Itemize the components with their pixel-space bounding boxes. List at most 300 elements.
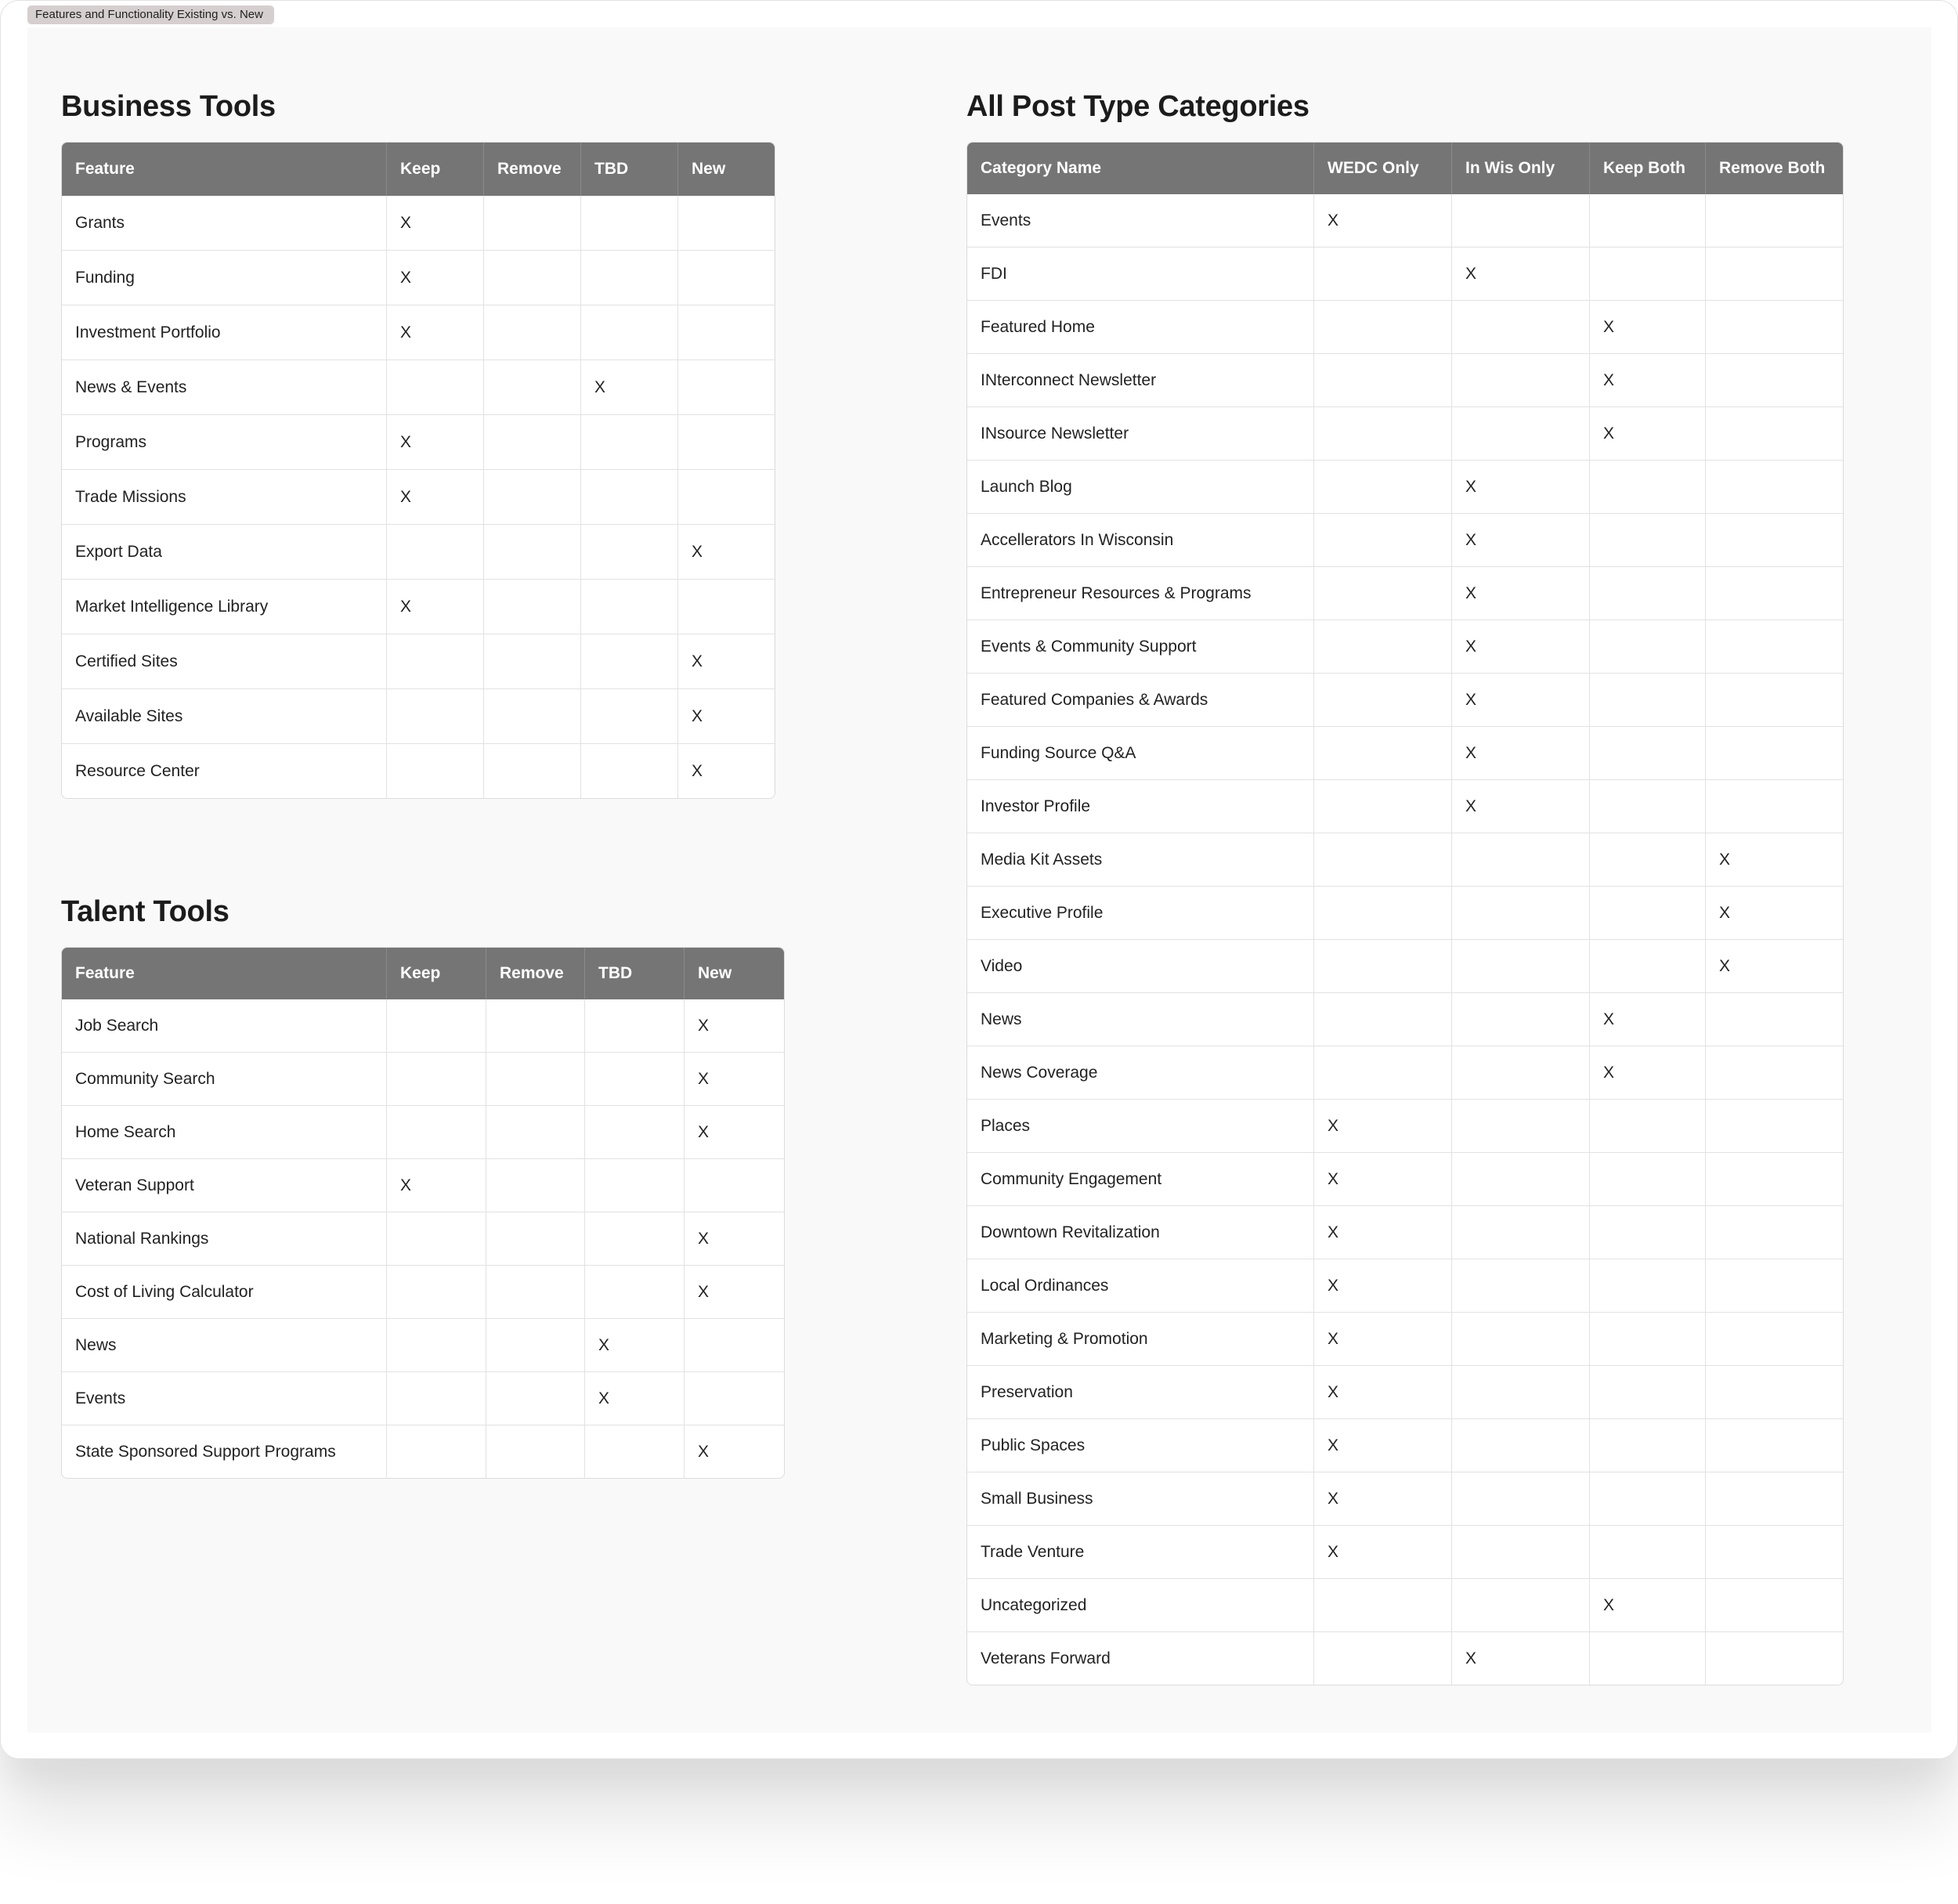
mark-cell-keep-both[interactable] xyxy=(1590,1365,1706,1418)
mark-cell-wedc-only[interactable] xyxy=(1314,300,1452,353)
mark-cell-remove-both[interactable] xyxy=(1706,1365,1843,1418)
row-label-cell[interactable]: Events xyxy=(967,194,1314,247)
mark-cell-keep-both[interactable] xyxy=(1590,1631,1706,1685)
mark-cell-wedc-only[interactable] xyxy=(1314,1631,1452,1685)
column-header-tbd[interactable]: TBD xyxy=(585,948,685,999)
column-header-keep-both[interactable]: Keep Both xyxy=(1590,143,1706,194)
mark-cell-new[interactable]: X xyxy=(685,1265,784,1318)
mark-cell-remove-both[interactable] xyxy=(1706,1099,1843,1152)
mark-cell-tbd[interactable]: X xyxy=(585,1371,685,1425)
column-header-remove[interactable]: Remove xyxy=(486,948,585,999)
mark-cell-in-wis-only[interactable] xyxy=(1452,1099,1590,1152)
mark-cell-remove[interactable] xyxy=(486,1052,585,1105)
table-row[interactable] xyxy=(62,1105,784,1158)
mark-cell-remove-both[interactable] xyxy=(1706,300,1843,353)
mark-cell-remove-both[interactable] xyxy=(1706,1525,1843,1578)
mark-cell-tbd[interactable] xyxy=(581,414,678,469)
column-header-in-wis-only[interactable]: In Wis Only xyxy=(1452,143,1590,194)
mark-cell-keep-both[interactable] xyxy=(1590,620,1706,673)
row-label-cell[interactable]: Programs xyxy=(62,414,387,469)
table-row[interactable] xyxy=(62,579,775,634)
mark-cell-keep-both[interactable] xyxy=(1590,673,1706,726)
mark-cell-in-wis-only[interactable] xyxy=(1452,833,1590,886)
table-row[interactable] xyxy=(62,1158,784,1212)
table-row[interactable] xyxy=(62,469,775,524)
column-header-remove[interactable]: Remove xyxy=(484,143,581,196)
table-row[interactable] xyxy=(967,513,1843,566)
row-label-cell[interactable]: Resource Center xyxy=(62,743,387,798)
mark-cell-tbd[interactable] xyxy=(585,1105,685,1158)
mark-cell-keep-both[interactable]: X xyxy=(1590,406,1706,460)
mark-cell-keep-both[interactable] xyxy=(1590,1259,1706,1312)
mark-cell-tbd[interactable] xyxy=(585,1158,685,1212)
mark-cell-wedc-only[interactable] xyxy=(1314,939,1452,992)
mark-cell-keep-both[interactable] xyxy=(1590,247,1706,300)
mark-cell-in-wis-only[interactable]: X xyxy=(1452,1631,1590,1685)
mark-cell-keep[interactable]: X xyxy=(387,196,484,250)
mark-cell-wedc-only[interactable] xyxy=(1314,992,1452,1046)
mark-cell-keep[interactable]: X xyxy=(387,305,484,359)
mark-cell-new[interactable] xyxy=(678,469,775,524)
mark-cell-tbd[interactable] xyxy=(585,1425,685,1478)
mark-cell-keep[interactable] xyxy=(387,634,484,688)
mark-cell-new[interactable]: X xyxy=(678,688,775,743)
mark-cell-tbd[interactable]: X xyxy=(585,1318,685,1371)
row-label-cell[interactable]: Downtown Revitalization xyxy=(967,1205,1314,1259)
table-row[interactable] xyxy=(967,1312,1843,1365)
mark-cell-wedc-only[interactable]: X xyxy=(1314,1152,1452,1205)
mark-cell-in-wis-only[interactable] xyxy=(1452,1205,1590,1259)
mark-cell-remove-both[interactable] xyxy=(1706,1631,1843,1685)
table-row[interactable] xyxy=(62,688,775,743)
table-row[interactable] xyxy=(62,999,784,1052)
row-label-cell[interactable]: Certified Sites xyxy=(62,634,387,688)
row-label-cell[interactable]: FDI xyxy=(967,247,1314,300)
table-row[interactable] xyxy=(62,250,775,305)
row-label-cell[interactable]: INterconnect Newsletter xyxy=(967,353,1314,406)
row-label-cell[interactable]: Media Kit Assets xyxy=(967,833,1314,886)
table-row[interactable] xyxy=(62,196,775,250)
mark-cell-wedc-only[interactable] xyxy=(1314,460,1452,513)
column-header-tbd[interactable]: TBD xyxy=(581,143,678,196)
mark-cell-keep[interactable] xyxy=(387,1265,486,1318)
mark-cell-in-wis-only[interactable] xyxy=(1452,353,1590,406)
mark-cell-remove-both[interactable] xyxy=(1706,247,1843,300)
mark-cell-new[interactable]: X xyxy=(678,634,775,688)
mark-cell-remove[interactable] xyxy=(484,196,581,250)
table-row[interactable] xyxy=(967,353,1843,406)
business-tools-table[interactable] xyxy=(61,142,775,799)
mark-cell-tbd[interactable] xyxy=(581,688,678,743)
column-header-keep[interactable]: Keep xyxy=(387,143,484,196)
mark-cell-remove[interactable] xyxy=(484,305,581,359)
table-row[interactable] xyxy=(967,1631,1843,1685)
table-row[interactable] xyxy=(967,779,1843,833)
mark-cell-in-wis-only[interactable] xyxy=(1452,1259,1590,1312)
frame-label[interactable]: Features and Functionality Existing vs. New xyxy=(27,5,274,24)
table-row[interactable] xyxy=(62,414,775,469)
mark-cell-tbd[interactable] xyxy=(581,469,678,524)
mark-cell-remove[interactable] xyxy=(484,469,581,524)
table-row[interactable] xyxy=(967,1099,1843,1152)
mark-cell-keep-both[interactable] xyxy=(1590,1099,1706,1152)
mark-cell-wedc-only[interactable]: X xyxy=(1314,1525,1452,1578)
row-label-cell[interactable]: Job Search xyxy=(62,999,387,1052)
table-row[interactable] xyxy=(967,886,1843,939)
table-row[interactable] xyxy=(967,620,1843,673)
mark-cell-wedc-only[interactable]: X xyxy=(1314,1418,1452,1472)
mark-cell-keep-both[interactable] xyxy=(1590,1525,1706,1578)
mark-cell-wedc-only[interactable] xyxy=(1314,353,1452,406)
mark-cell-tbd[interactable] xyxy=(585,1265,685,1318)
table-row[interactable] xyxy=(967,1472,1843,1525)
mark-cell-tbd[interactable] xyxy=(585,1052,685,1105)
mark-cell-in-wis-only[interactable]: X xyxy=(1452,513,1590,566)
mark-cell-remove-both[interactable] xyxy=(1706,406,1843,460)
table-row[interactable] xyxy=(967,833,1843,886)
column-header-new[interactable]: New xyxy=(678,143,775,196)
mark-cell-keep[interactable] xyxy=(387,359,484,414)
mark-cell-in-wis-only[interactable] xyxy=(1452,1312,1590,1365)
mark-cell-wedc-only[interactable] xyxy=(1314,886,1452,939)
mark-cell-keep[interactable]: X xyxy=(387,414,484,469)
mark-cell-in-wis-only[interactable] xyxy=(1452,992,1590,1046)
row-label-cell[interactable]: Veteran Support xyxy=(62,1158,387,1212)
table-row[interactable] xyxy=(62,1052,784,1105)
mark-cell-remove[interactable] xyxy=(486,1158,585,1212)
mark-cell-in-wis-only[interactable] xyxy=(1452,1472,1590,1525)
row-label-cell[interactable]: Places xyxy=(967,1099,1314,1152)
table-row[interactable] xyxy=(967,1152,1843,1205)
row-label-cell[interactable]: Small Business xyxy=(967,1472,1314,1525)
mark-cell-keep-both[interactable] xyxy=(1590,939,1706,992)
mark-cell-keep-both[interactable] xyxy=(1590,726,1706,779)
mark-cell-remove-both[interactable] xyxy=(1706,1046,1843,1099)
mark-cell-remove[interactable] xyxy=(484,743,581,798)
table-row[interactable] xyxy=(967,247,1843,300)
mark-cell-remove-both[interactable] xyxy=(1706,1205,1843,1259)
table-row[interactable] xyxy=(62,634,775,688)
mark-cell-keep-both[interactable] xyxy=(1590,886,1706,939)
mark-cell-new[interactable]: X xyxy=(685,1105,784,1158)
mark-cell-remove-both[interactable] xyxy=(1706,1472,1843,1525)
mark-cell-keep-both[interactable] xyxy=(1590,1472,1706,1525)
mark-cell-in-wis-only[interactable] xyxy=(1452,1152,1590,1205)
mark-cell-keep-both[interactable]: X xyxy=(1590,1046,1706,1099)
mark-cell-keep[interactable] xyxy=(387,524,484,579)
mark-cell-in-wis-only[interactable] xyxy=(1452,406,1590,460)
row-label-cell[interactable]: Investor Profile xyxy=(967,779,1314,833)
table-row[interactable] xyxy=(967,1418,1843,1472)
mark-cell-wedc-only[interactable]: X xyxy=(1314,1259,1452,1312)
column-header-category-name[interactable]: Category Name xyxy=(967,143,1314,194)
mark-cell-wedc-only[interactable] xyxy=(1314,247,1452,300)
table-row[interactable] xyxy=(967,1259,1843,1312)
mark-cell-remove[interactable] xyxy=(484,359,581,414)
mark-cell-remove-both[interactable]: X xyxy=(1706,833,1843,886)
mark-cell-in-wis-only[interactable] xyxy=(1452,1525,1590,1578)
mark-cell-new[interactable]: X xyxy=(678,743,775,798)
mark-cell-keep-both[interactable] xyxy=(1590,1312,1706,1365)
mark-cell-remove-both[interactable] xyxy=(1706,1259,1843,1312)
mark-cell-new[interactable]: X xyxy=(685,999,784,1052)
mark-cell-remove-both[interactable] xyxy=(1706,353,1843,406)
row-label-cell[interactable]: Featured Home xyxy=(967,300,1314,353)
mark-cell-keep[interactable] xyxy=(387,1318,486,1371)
mark-cell-remove-both[interactable] xyxy=(1706,1152,1843,1205)
mark-cell-in-wis-only[interactable] xyxy=(1452,1418,1590,1472)
mark-cell-wedc-only[interactable] xyxy=(1314,513,1452,566)
table-row[interactable] xyxy=(967,1365,1843,1418)
mark-cell-keep-both[interactable]: X xyxy=(1590,992,1706,1046)
mark-cell-keep-both[interactable]: X xyxy=(1590,1578,1706,1631)
mark-cell-remove-both[interactable] xyxy=(1706,620,1843,673)
mark-cell-keep[interactable]: X xyxy=(387,579,484,634)
mark-cell-keep[interactable] xyxy=(387,1105,486,1158)
row-label-cell[interactable]: News xyxy=(967,992,1314,1046)
mark-cell-in-wis-only[interactable]: X xyxy=(1452,779,1590,833)
mark-cell-keep[interactable] xyxy=(387,1212,486,1265)
mark-cell-remove-both[interactable]: X xyxy=(1706,939,1843,992)
table-row[interactable] xyxy=(967,566,1843,620)
table-row[interactable] xyxy=(967,194,1843,247)
mark-cell-remove[interactable] xyxy=(486,1318,585,1371)
table-row[interactable] xyxy=(967,939,1843,992)
mark-cell-in-wis-only[interactable] xyxy=(1452,300,1590,353)
mark-cell-wedc-only[interactable] xyxy=(1314,406,1452,460)
row-label-cell[interactable]: Grants xyxy=(62,196,387,250)
mark-cell-wedc-only[interactable]: X xyxy=(1314,1205,1452,1259)
row-label-cell[interactable]: Preservation xyxy=(967,1365,1314,1418)
mark-cell-remove[interactable] xyxy=(484,634,581,688)
mark-cell-wedc-only[interactable]: X xyxy=(1314,194,1452,247)
table-row[interactable] xyxy=(62,1265,784,1318)
mark-cell-remove[interactable] xyxy=(486,1212,585,1265)
mark-cell-in-wis-only[interactable] xyxy=(1452,1046,1590,1099)
mark-cell-keep-both[interactable]: X xyxy=(1590,300,1706,353)
mark-cell-wedc-only[interactable]: X xyxy=(1314,1365,1452,1418)
mark-cell-keep-both[interactable] xyxy=(1590,833,1706,886)
column-header-new[interactable]: New xyxy=(685,948,784,999)
mark-cell-keep[interactable]: X xyxy=(387,469,484,524)
mark-cell-remove[interactable] xyxy=(486,1265,585,1318)
mark-cell-remove-both[interactable] xyxy=(1706,779,1843,833)
mark-cell-remove-both[interactable] xyxy=(1706,566,1843,620)
table-row[interactable] xyxy=(62,1212,784,1265)
mark-cell-wedc-only[interactable] xyxy=(1314,833,1452,886)
mark-cell-new[interactable] xyxy=(678,414,775,469)
mark-cell-in-wis-only[interactable] xyxy=(1452,939,1590,992)
table-row[interactable] xyxy=(967,1578,1843,1631)
row-label-cell[interactable]: Home Search xyxy=(62,1105,387,1158)
row-label-cell[interactable]: News & Events xyxy=(62,359,387,414)
mark-cell-new[interactable] xyxy=(685,1371,784,1425)
mark-cell-remove-both[interactable] xyxy=(1706,460,1843,513)
mark-cell-in-wis-only[interactable]: X xyxy=(1452,726,1590,779)
mark-cell-keep-both[interactable] xyxy=(1590,779,1706,833)
mark-cell-new[interactable] xyxy=(685,1318,784,1371)
mark-cell-tbd[interactable] xyxy=(581,524,678,579)
mark-cell-remove[interactable] xyxy=(484,688,581,743)
mark-cell-new[interactable] xyxy=(678,305,775,359)
table-row[interactable] xyxy=(62,1371,784,1425)
mark-cell-keep-both[interactable] xyxy=(1590,513,1706,566)
row-label-cell[interactable]: Featured Companies & Awards xyxy=(967,673,1314,726)
table-row[interactable] xyxy=(62,1425,784,1478)
mark-cell-keep-both[interactable] xyxy=(1590,1152,1706,1205)
row-label-cell[interactable]: INsource Newsletter xyxy=(967,406,1314,460)
mark-cell-tbd[interactable] xyxy=(581,250,678,305)
mark-cell-keep[interactable] xyxy=(387,1371,486,1425)
column-header-wedc-only[interactable]: WEDC Only xyxy=(1314,143,1452,194)
mark-cell-remove-both[interactable] xyxy=(1706,726,1843,779)
column-header-keep[interactable]: Keep xyxy=(387,948,486,999)
mark-cell-remove-both[interactable] xyxy=(1706,992,1843,1046)
row-label-cell[interactable]: News xyxy=(62,1318,387,1371)
mark-cell-keep[interactable] xyxy=(387,1052,486,1105)
mark-cell-remove[interactable] xyxy=(484,414,581,469)
mark-cell-new[interactable]: X xyxy=(685,1425,784,1478)
mark-cell-wedc-only[interactable]: X xyxy=(1314,1312,1452,1365)
mark-cell-remove-both[interactable] xyxy=(1706,1578,1843,1631)
mark-cell-new[interactable]: X xyxy=(685,1052,784,1105)
mark-cell-new[interactable] xyxy=(678,196,775,250)
mark-cell-remove[interactable] xyxy=(486,1105,585,1158)
mark-cell-keep-both[interactable] xyxy=(1590,194,1706,247)
post-type-categories-table[interactable] xyxy=(966,142,1844,1685)
mark-cell-wedc-only[interactable] xyxy=(1314,673,1452,726)
row-label-cell[interactable]: Executive Profile xyxy=(967,886,1314,939)
mark-cell-keep[interactable] xyxy=(387,743,484,798)
mark-cell-keep-both[interactable] xyxy=(1590,1418,1706,1472)
mark-cell-tbd[interactable] xyxy=(581,743,678,798)
mark-cell-keep-both[interactable] xyxy=(1590,1205,1706,1259)
mark-cell-remove-both[interactable] xyxy=(1706,673,1843,726)
mark-cell-new[interactable] xyxy=(678,579,775,634)
row-label-cell[interactable]: State Sponsored Support Programs xyxy=(62,1425,387,1478)
mark-cell-wedc-only[interactable] xyxy=(1314,1046,1452,1099)
mark-cell-new[interactable] xyxy=(678,250,775,305)
mark-cell-remove-both[interactable] xyxy=(1706,1312,1843,1365)
mark-cell-keep[interactable] xyxy=(387,1425,486,1478)
mark-cell-keep[interactable] xyxy=(387,999,486,1052)
table-row[interactable] xyxy=(967,406,1843,460)
row-label-cell[interactable]: Public Spaces xyxy=(967,1418,1314,1472)
mark-cell-in-wis-only[interactable]: X xyxy=(1452,460,1590,513)
mark-cell-wedc-only[interactable] xyxy=(1314,1578,1452,1631)
mark-cell-remove-both[interactable] xyxy=(1706,513,1843,566)
mark-cell-keep[interactable]: X xyxy=(387,1158,486,1212)
talent-tools-table[interactable] xyxy=(61,947,785,1479)
table-row[interactable] xyxy=(967,1046,1843,1099)
column-header-feature[interactable]: Feature xyxy=(62,948,387,999)
row-label-cell[interactable]: Events & Community Support xyxy=(967,620,1314,673)
row-label-cell[interactable]: Local Ordinances xyxy=(967,1259,1314,1312)
row-label-cell[interactable]: Investment Portfolio xyxy=(62,305,387,359)
mark-cell-remove-both[interactable] xyxy=(1706,194,1843,247)
row-label-cell[interactable]: Cost of Living Calculator xyxy=(62,1265,387,1318)
mark-cell-in-wis-only[interactable]: X xyxy=(1452,247,1590,300)
column-header-remove-both[interactable]: Remove Both xyxy=(1706,143,1843,194)
mark-cell-wedc-only[interactable] xyxy=(1314,726,1452,779)
row-label-cell[interactable]: Entrepreneur Resources & Programs xyxy=(967,566,1314,620)
mark-cell-wedc-only[interactable]: X xyxy=(1314,1099,1452,1152)
row-label-cell[interactable]: Accellerators In Wisconsin xyxy=(967,513,1314,566)
mark-cell-new[interactable]: X xyxy=(678,524,775,579)
mark-cell-remove[interactable] xyxy=(486,1371,585,1425)
mark-cell-tbd[interactable] xyxy=(581,579,678,634)
table-row[interactable] xyxy=(62,1318,784,1371)
table-row[interactable] xyxy=(62,359,775,414)
mark-cell-tbd[interactable] xyxy=(585,1212,685,1265)
mark-cell-new[interactable] xyxy=(678,359,775,414)
mark-cell-remove[interactable] xyxy=(484,524,581,579)
mark-cell-in-wis-only[interactable]: X xyxy=(1452,566,1590,620)
table-row[interactable] xyxy=(967,673,1843,726)
table-row[interactable] xyxy=(967,1205,1843,1259)
table-row[interactable] xyxy=(967,992,1843,1046)
mark-cell-tbd[interactable]: X xyxy=(581,359,678,414)
table-row[interactable] xyxy=(967,1525,1843,1578)
row-label-cell[interactable]: Launch Blog xyxy=(967,460,1314,513)
mark-cell-in-wis-only[interactable] xyxy=(1452,1578,1590,1631)
mark-cell-remove[interactable] xyxy=(484,579,581,634)
row-label-cell[interactable]: Marketing & Promotion xyxy=(967,1312,1314,1365)
mark-cell-wedc-only[interactable] xyxy=(1314,779,1452,833)
row-label-cell[interactable]: Funding xyxy=(62,250,387,305)
table-row[interactable] xyxy=(62,743,775,798)
mark-cell-in-wis-only[interactable] xyxy=(1452,1365,1590,1418)
row-label-cell[interactable]: Funding Source Q&A xyxy=(967,726,1314,779)
row-label-cell[interactable]: Community Engagement xyxy=(967,1152,1314,1205)
row-label-cell[interactable]: National Rankings xyxy=(62,1212,387,1265)
row-label-cell[interactable]: Export Data xyxy=(62,524,387,579)
mark-cell-keep[interactable]: X xyxy=(387,250,484,305)
mark-cell-remove-both[interactable]: X xyxy=(1706,886,1843,939)
table-row[interactable] xyxy=(967,726,1843,779)
row-label-cell[interactable]: News Coverage xyxy=(967,1046,1314,1099)
table-row[interactable] xyxy=(967,460,1843,513)
row-label-cell[interactable]: Trade Venture xyxy=(967,1525,1314,1578)
mark-cell-remove[interactable] xyxy=(486,1425,585,1478)
row-label-cell[interactable]: Events xyxy=(62,1371,387,1425)
mark-cell-keep-both[interactable] xyxy=(1590,460,1706,513)
mark-cell-in-wis-only[interactable]: X xyxy=(1452,620,1590,673)
table-row[interactable] xyxy=(967,300,1843,353)
mark-cell-new[interactable] xyxy=(685,1158,784,1212)
row-label-cell[interactable]: Veterans Forward xyxy=(967,1631,1314,1685)
mark-cell-remove-both[interactable] xyxy=(1706,1418,1843,1472)
table-row[interactable] xyxy=(62,524,775,579)
mark-cell-tbd[interactable] xyxy=(581,305,678,359)
mark-cell-tbd[interactable] xyxy=(581,634,678,688)
mark-cell-in-wis-only[interactable]: X xyxy=(1452,673,1590,726)
row-label-cell[interactable]: Video xyxy=(967,939,1314,992)
column-header-feature[interactable]: Feature xyxy=(62,143,387,196)
row-label-cell[interactable]: Available Sites xyxy=(62,688,387,743)
row-label-cell[interactable]: Market Intelligence Library xyxy=(62,579,387,634)
row-label-cell[interactable]: Uncategorized xyxy=(967,1578,1314,1631)
mark-cell-wedc-only[interactable] xyxy=(1314,566,1452,620)
row-label-cell[interactable]: Community Search xyxy=(62,1052,387,1105)
mark-cell-keep-both[interactable]: X xyxy=(1590,353,1706,406)
mark-cell-new[interactable]: X xyxy=(685,1212,784,1265)
mark-cell-tbd[interactable] xyxy=(585,999,685,1052)
mark-cell-keep[interactable] xyxy=(387,688,484,743)
mark-cell-in-wis-only[interactable] xyxy=(1452,886,1590,939)
mark-cell-tbd[interactable] xyxy=(581,196,678,250)
mark-cell-remove[interactable] xyxy=(484,250,581,305)
